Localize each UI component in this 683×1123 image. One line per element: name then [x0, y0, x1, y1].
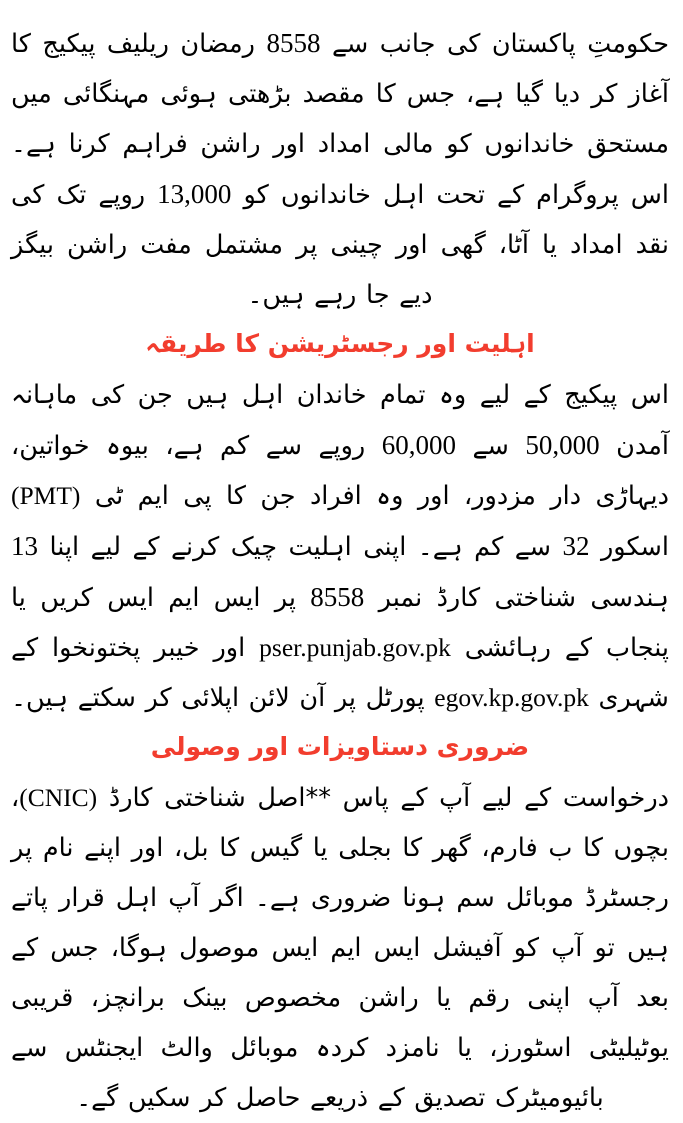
eligibility-text-7: پر ایس ایم ایس کریں یا پنجاب کے رہائشی	[11, 583, 669, 663]
income-upper-60000: 60,000	[381, 430, 456, 460]
eligibility-text-6: ہندسی شناختی کارڈ نمبر	[364, 583, 669, 613]
intro-paragraph	[11, 18, 669, 320]
documents-text-1: درخواست کے لیے آپ کے پاس **اصل شناختی کارڈ	[97, 783, 669, 813]
intro-text-2: رمضان ریلیف پیکیج کا آغاز کر دیا گیا ہے، جس کا مقصد بڑھتی ہوئی مہنگائی میں مستحق خاندانوں کو مالی امداد اور راشن فراہم کرنا ہے۔ اس پروگرام کے تحت اہل خاندانوں کو	[11, 29, 670, 210]
documents-paragraph	[11, 773, 669, 1123]
cash-amount-13000: 13,000	[157, 179, 232, 209]
heading-required-documents: ضروری دستاویزات اور وصولی	[150, 732, 530, 761]
cnic-abbreviation: (CNIC)	[19, 783, 98, 812]
sms-shortcode-8558: 8558	[310, 582, 365, 612]
pmt-score-threshold-32: 32	[562, 531, 590, 561]
kp-portal-url: egov.kp.gov.pk	[434, 683, 589, 712]
income-lower-50000: 50,000	[525, 430, 600, 460]
pmt-abbreviation: (PMT)	[11, 481, 81, 510]
intro-text-1: حکومتِ پاکستان کی جانب سے	[320, 29, 669, 59]
helpline-number-8558: 8558	[266, 28, 321, 58]
eligibility-text-5: سے کم ہے۔ اپنی اہلیت چیک کرنے کے لیے اپنا	[38, 532, 563, 562]
heading-eligibility-registration: اہلیت اور رجسٹریشن کا طریقہ	[145, 329, 535, 358]
eligibility-text-2: سے	[455, 431, 526, 461]
cnic-digit-count-13: 13	[11, 531, 38, 561]
eligibility-paragraph	[11, 370, 669, 723]
eligibility-text-9: پورٹل پر آن لائن اپلائی کر سکتے ہیں۔	[11, 683, 435, 713]
documents-text-2: ، بچوں کا ب فارم، گھر کا بجلی یا گیس کا بل، اور اپنے نام پر رجسٹرڈ موبائل سم ہونا ضروری ہے۔ اگر آپ اہل قرار پاتے ہیں تو آپ کو آفیشل ایس ایم ایس موصول ہوگا، جس کے بعد آپ اپنی رقم یا راشن مخصوص بینک برانچز، قریبی یوٹیلیٹی اسٹورز، یا نامزد کردہ موبائل والٹ ایجنٹس سے بائیومیٹرک تصدیق کے ذریعے حاصل کر سکیں گے۔	[11, 783, 669, 1113]
eligibility-text-8: اور خیبر پختونخوا کے شہری	[11, 633, 669, 713]
eligibility-text-1: اس پیکیج کے لیے وہ تمام خاندان اہل ہیں جن کی ماہانہ آمدن	[11, 380, 669, 461]
eligibility-text-3: روپے سے کم ہے، بیوہ خواتین، دیہاڑی دار مزدور، اور وہ افراد جن کا پی ایم ٹی	[11, 431, 669, 511]
intro-text-3: روپے تک کی نقد امداد یا آٹا، گھی اور چینی پر مشتمل مفت راشن بیگز دیے جا رہے ہیں۔	[11, 180, 669, 310]
eligibility-text-4: اسکور	[589, 532, 669, 562]
punjab-portal-url: pser.punjab.gov.pk	[259, 633, 451, 662]
